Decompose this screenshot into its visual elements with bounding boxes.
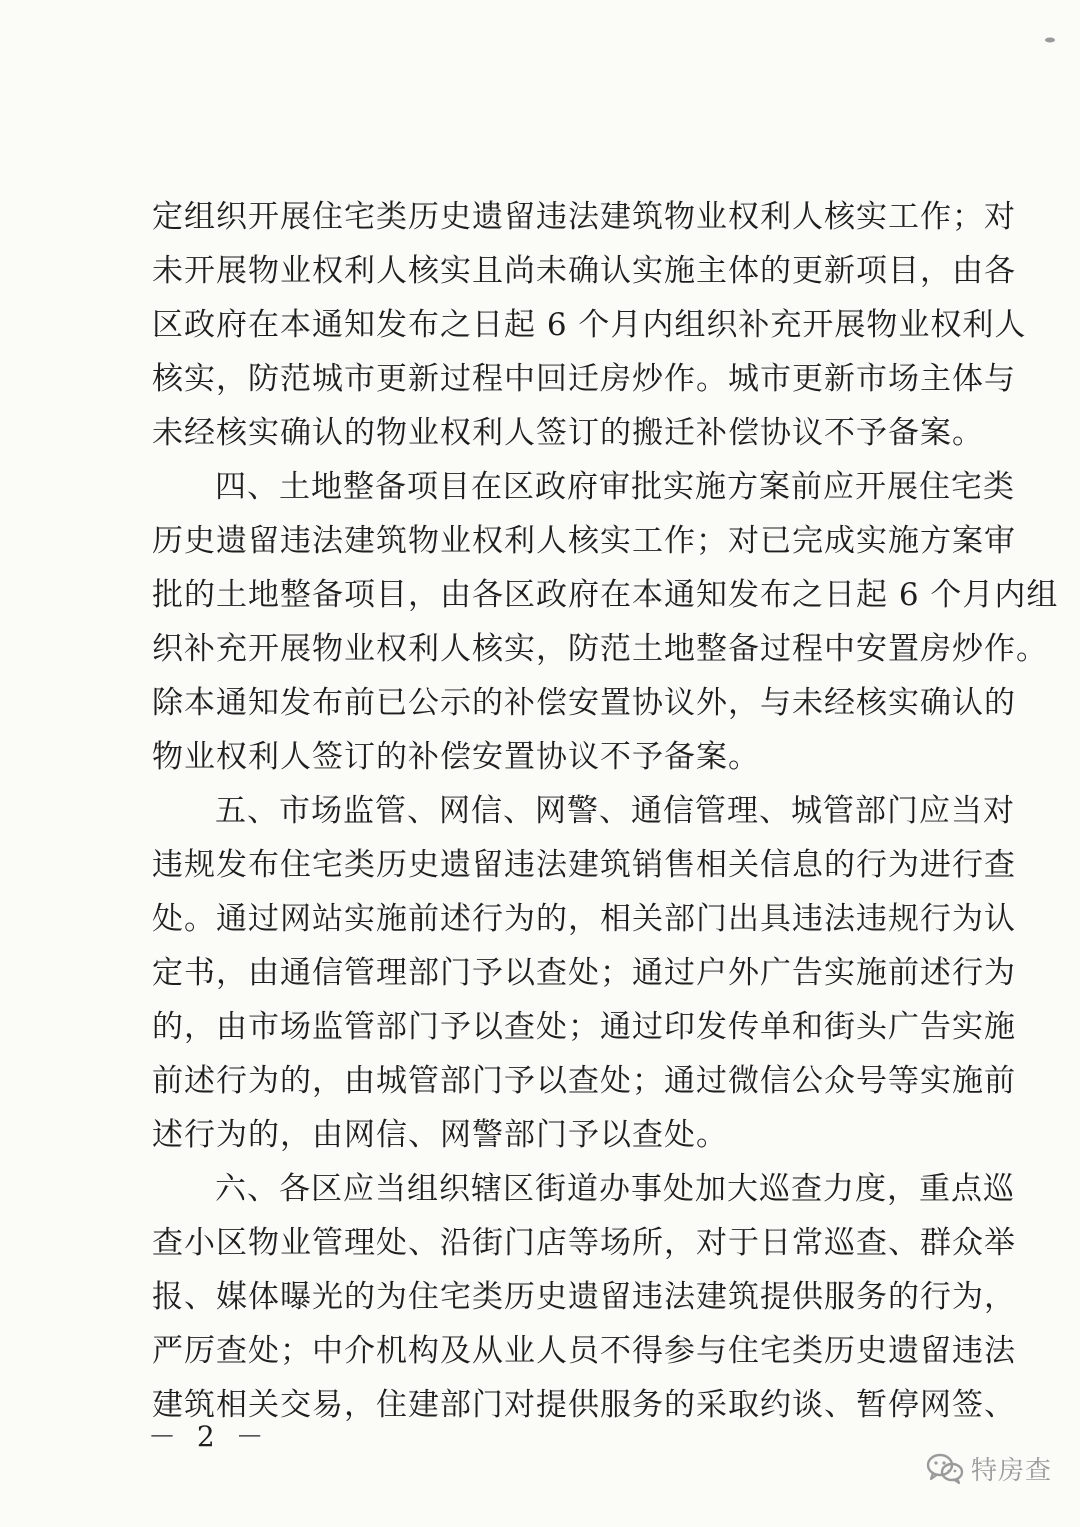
body-line: 织补充开展物业权利人核实，防范土地整备过程中安置房炒作。 [152, 631, 1048, 667]
body-line: 未经核实确认的物业权利人签订的搬迁补偿协议不予备案。 [152, 415, 984, 451]
body-line: 报、媒体曝光的为住宅类历史遗留违法建筑提供服务的行为， [152, 1279, 1016, 1315]
body-line: 未开展物业权利人核实且尚未确认实施主体的更新项目，由各 [152, 253, 1016, 289]
body-line: 区政府在本通知发布之日起 6 个月内组织补充开展物业权利人 [152, 307, 1027, 343]
watermark-text: 特房查 [971, 1455, 1053, 1486]
body-line: 严厉查处；中介机构及从业人员不得参与住宅类历史遗留违法 [152, 1333, 1016, 1369]
wechat-official-account-icon [925, 1451, 965, 1485]
body-line: 查小区物业管理处、沿街门店等场所，对于日常巡查、群众举 [152, 1225, 1016, 1261]
body-line: 历史遗留违法建筑物业权利人核实工作；对已完成实施方案审 [152, 523, 1016, 559]
paragraph-start-line: 五、市场监管、网信、网警、通信管理、城管部门应当对 [215, 793, 1015, 829]
body-line: 述行为的，由网信、网警部门予以查处。 [152, 1117, 728, 1153]
paragraph-start-line: 六、各区应当组织辖区街道办事处加大巡查力度，重点巡 [215, 1171, 1015, 1207]
body-line: 除本通知发布前已公示的补偿安置协议外，与未经核实确认的 [152, 685, 1016, 721]
body-line: 定组织开展住宅类历史遗留违法建筑物业权利人核实工作；对 [152, 199, 1016, 235]
body-line: 违规发布住宅类历史遗留违法建筑销售相关信息的行为进行查 [152, 847, 1016, 883]
page-number: － 2 － [148, 1420, 270, 1453]
body-line: 批的土地整备项目，由各区政府在本通知发布之日起 6 个月内组 [152, 577, 1059, 613]
body-line: 核实，防范城市更新过程中回迁房炒作。城市更新市场主体与 [152, 361, 1016, 397]
body-line: 处。通过网站实施前述行为的，相关部门出具违法违规行为认 [152, 901, 1016, 937]
body-line: 的，由市场监管部门予以查处；通过印发传单和街头广告实施 [152, 1009, 1016, 1045]
body-line: 物业权利人签订的补偿安置协议不予备案。 [152, 739, 760, 775]
watermark [925, 1446, 1052, 1490]
body-line: 前述行为的，由城管部门予以查处；通过微信公众号等实施前 [152, 1063, 1016, 1099]
scan-speck [1043, 36, 1057, 44]
paragraph-start-line: 四、土地整备项目在区政府审批实施方案前应开展住宅类 [215, 469, 1015, 505]
body-line: 建筑相关交易，住建部门对提供服务的采取约谈、暂停网签、 [152, 1387, 1016, 1423]
body-line: 定书，由通信管理部门予以查处；通过户外广告实施前述行为 [152, 955, 1016, 991]
